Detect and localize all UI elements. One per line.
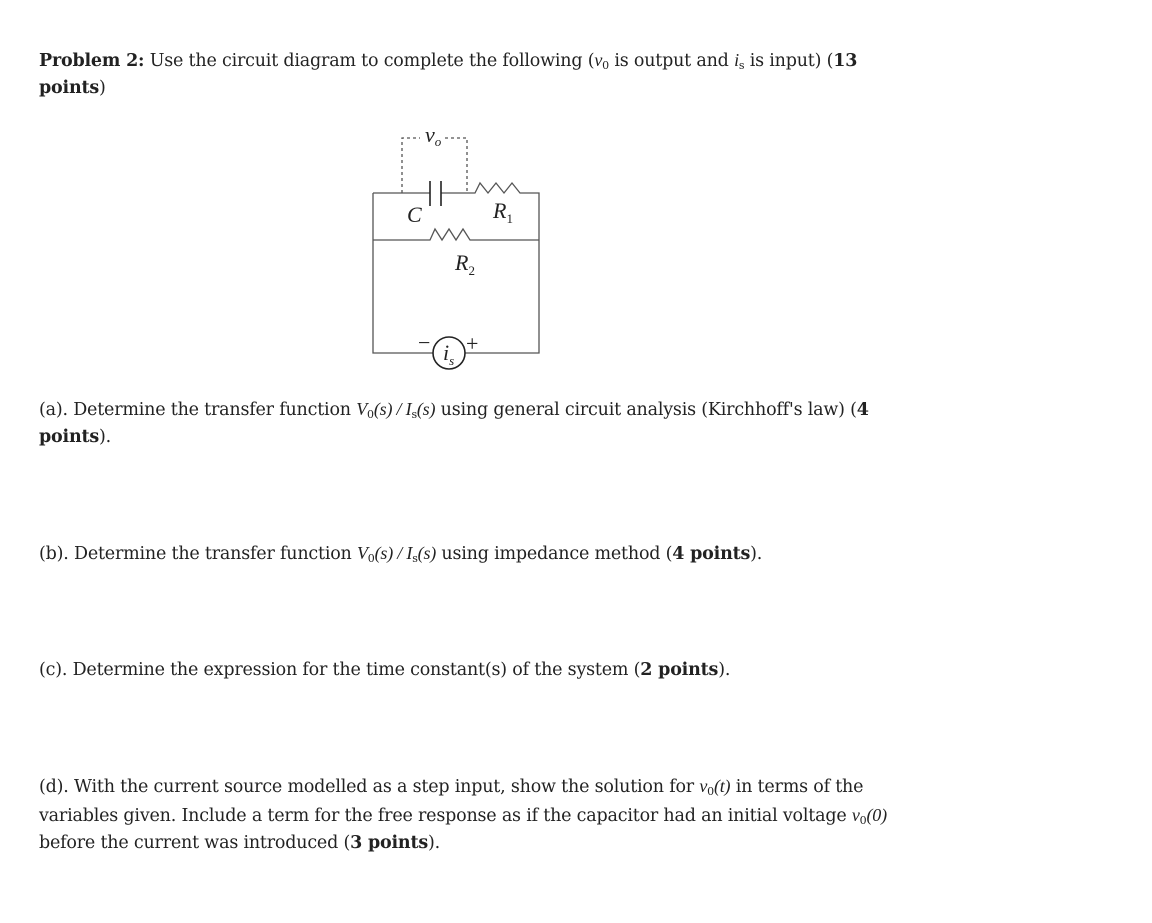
sub: 0 <box>367 552 375 565</box>
sub: 0 <box>707 785 714 798</box>
math: V <box>356 399 368 419</box>
part-d-line3 <box>39 829 440 857</box>
part-c <box>39 656 730 684</box>
points: 2 points <box>640 660 719 680</box>
sub: 1 <box>506 211 513 226</box>
r1-label: R <box>493 198 507 223</box>
text: ). <box>99 427 112 447</box>
capacitor <box>430 181 441 206</box>
vo-label: v <box>425 122 435 147</box>
math: (s) <box>417 543 437 563</box>
math: (s) / I <box>374 543 413 563</box>
problem-label: Problem 2: <box>39 51 145 71</box>
text: Use the circuit diagram to complete the following ( <box>144 51 595 71</box>
sub: o <box>434 134 442 149</box>
math: v <box>699 776 708 796</box>
sub: 0 <box>367 408 374 421</box>
math: v <box>851 805 860 825</box>
points: 4 <box>856 400 869 420</box>
svg-text:is <box>443 340 454 368</box>
text: ). <box>718 660 731 680</box>
v0-symbol: v <box>594 50 603 70</box>
part-b <box>39 539 762 573</box>
part-a <box>39 395 869 429</box>
r2 <box>373 229 539 240</box>
minus-sign: − <box>418 330 431 355</box>
math: (s) / I <box>373 399 412 419</box>
is-symbol: i <box>734 50 739 70</box>
sub: 0 <box>859 814 867 827</box>
text: using impedance method ( <box>436 544 673 564</box>
text: is input) ( <box>744 51 834 71</box>
text: using general circuit analysis (Kirchhoff's law) ( <box>435 400 857 420</box>
part-a-line2 <box>39 423 111 451</box>
math: (0) <box>866 805 887 825</box>
text: (b). Determine the transfer function <box>39 544 357 564</box>
sub: 2 <box>468 263 475 278</box>
svg-text:R2 <box>454 250 475 278</box>
math: (t) <box>713 776 731 796</box>
math: (s) <box>416 399 436 419</box>
text: variables given. Include a term for the free response as if the capacitor had an initial voltage <box>39 806 852 826</box>
svg-text:vo <box>425 122 442 149</box>
is-label: i <box>443 340 450 365</box>
points: 3 points <box>350 833 428 853</box>
text: (c). Determine the expression for the time constant(s) of the system ( <box>39 660 641 680</box>
text: (a). Determine the transfer function <box>39 400 357 420</box>
text: (d). With the current source modelled as a step input, show the solution for <box>39 777 700 797</box>
text: is output and <box>608 51 735 71</box>
plus-sign: + <box>466 331 479 356</box>
text: ) <box>99 78 106 98</box>
sub: s <box>412 552 418 565</box>
points: 4 points <box>672 544 751 564</box>
points: points <box>39 78 100 98</box>
points: 13 <box>833 51 858 71</box>
r2-label: R <box>455 250 469 275</box>
sub: s <box>411 408 417 421</box>
sub: 0 <box>602 59 609 72</box>
c-label: C <box>407 202 422 227</box>
text: in terms of the <box>730 777 864 797</box>
sub: s <box>449 353 455 368</box>
math: V <box>357 543 368 563</box>
sub: s <box>738 59 745 72</box>
svg-text:R1 <box>492 198 513 226</box>
points: points <box>39 427 100 447</box>
text: before the current was introduced ( <box>39 833 351 853</box>
text: ). <box>750 544 763 564</box>
text: ). <box>427 833 440 853</box>
